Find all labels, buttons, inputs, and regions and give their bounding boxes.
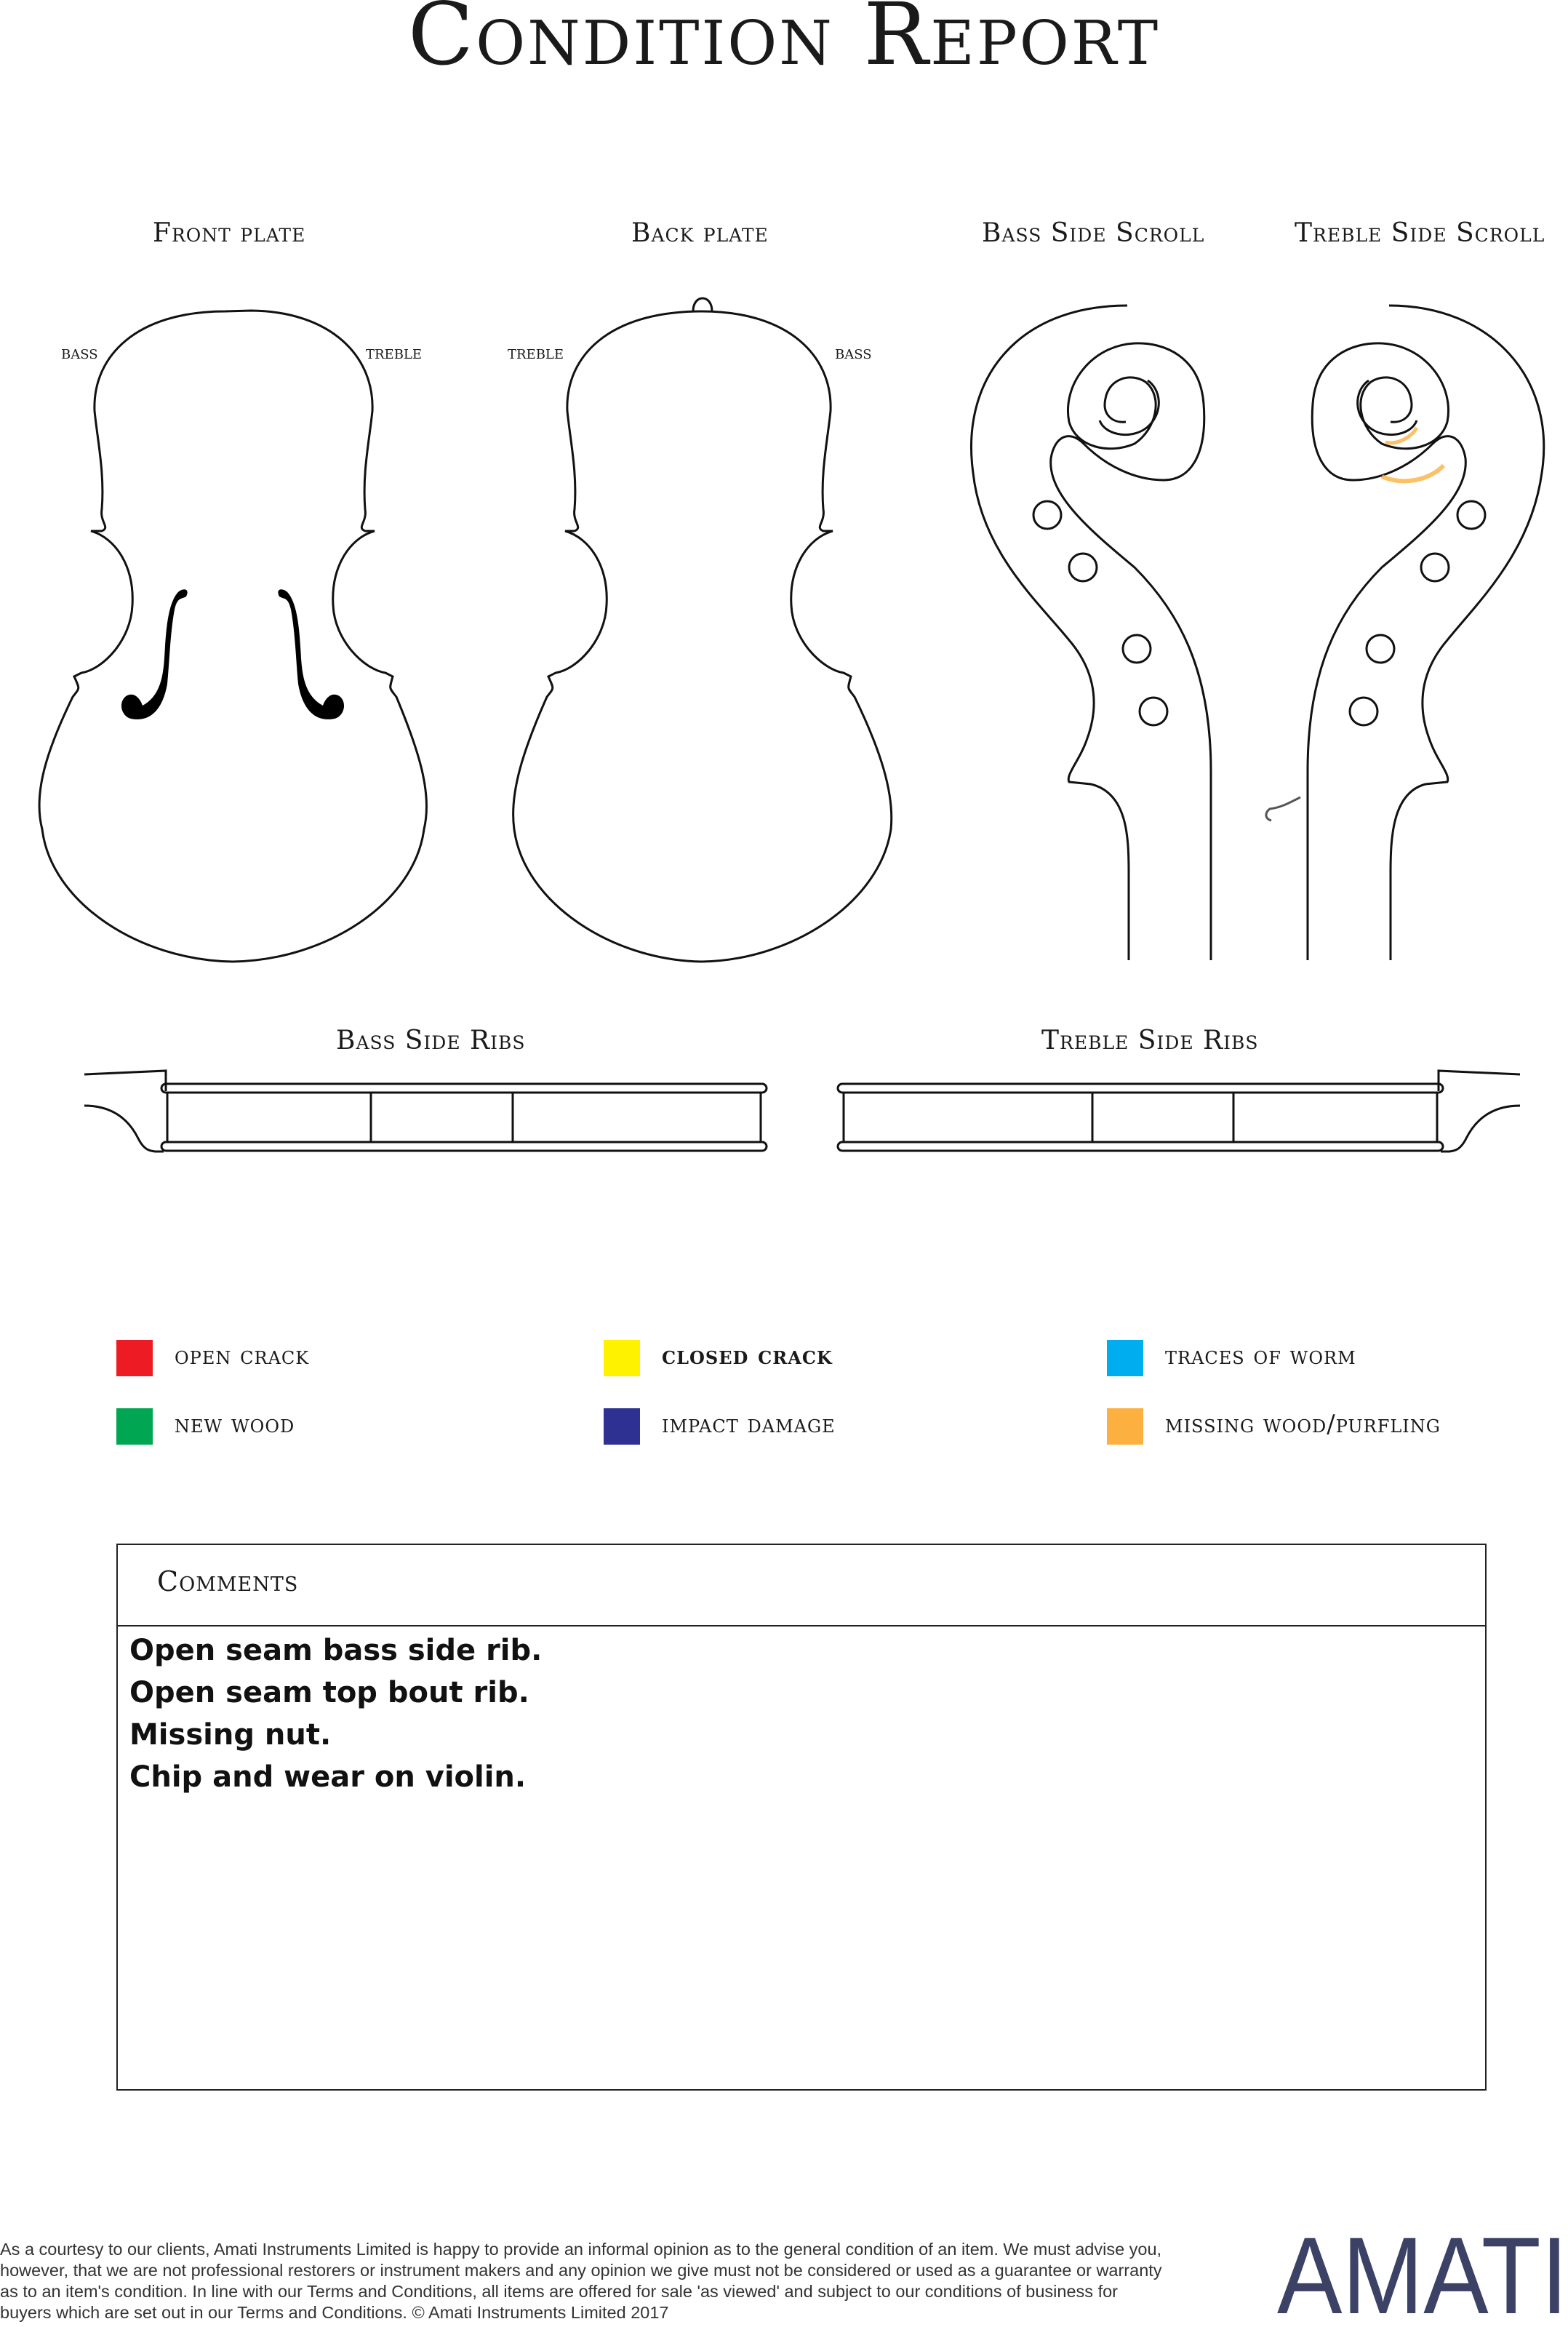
amati-logo <box>1277 2226 1568 2320</box>
front-plate-label: Front plate <box>153 218 306 248</box>
back-bass-label: bass <box>835 342 872 364</box>
comment-line: Chip and wear on violin. <box>129 1760 527 1794</box>
treble-ribs-neck <box>1439 1071 1520 1151</box>
legend-label: closed crack <box>662 1341 833 1370</box>
treble-side-scroll-label: Treble Side Scroll <box>1295 218 1545 248</box>
comment-line: Missing nut. <box>129 1718 332 1752</box>
back-plate-outline <box>513 311 892 962</box>
bass-ribs-top-strip <box>161 1084 767 1093</box>
page-title: Condition Report <box>407 0 1161 84</box>
legend-label: open crack <box>175 1341 310 1370</box>
f-holes <box>121 589 344 719</box>
legend-label: impact damage <box>662 1410 836 1439</box>
back-treble-label: treble <box>508 342 564 364</box>
legend-swatch <box>1107 1408 1143 1445</box>
back-plate-label: Back plate <box>631 218 769 248</box>
legend-label: new wood <box>175 1410 295 1439</box>
comments-body <box>129 1629 542 1798</box>
treble-ribs-top-strip <box>838 1084 1443 1093</box>
bass-ribs-body <box>167 1093 761 1142</box>
legend-swatch <box>604 1408 640 1445</box>
disclaimer: As a courtesy to our clients, Amati Instruments Limited is happy to provide an informal opinion as to the general condition of an item. We must advise you, however, that we are not professional restorers or instrument makers and any opinion we give must not be considered or used as a guarantee or warranty as to an item's condition. In line with our Terms and Conditions, all items are offered for sale 'as viewed' and subject to our conditions of business for buyers which are set out in our Terms and Conditions. © Amati Instruments Limited 2017 <box>0 2240 1162 2322</box>
damage-mark-missing-wood <box>1382 466 1444 481</box>
front-treble-label: treble <box>366 342 423 364</box>
legend-swatch <box>604 1340 640 1376</box>
bass-ribs-bottom-strip <box>161 1142 767 1151</box>
comments-heading: Comments <box>157 1565 299 1597</box>
damage-mark-chip <box>1266 797 1300 821</box>
front-plate-outline <box>39 311 427 962</box>
comment-line: Open seam bass side rib. <box>129 1634 543 1667</box>
bass-side-scroll-label: Bass Side Scroll <box>982 218 1205 248</box>
legend-label: traces of worm <box>1165 1341 1356 1370</box>
bass-scroll-back <box>1051 343 1211 960</box>
legend-swatch <box>116 1408 153 1445</box>
treble-ribs-bottom-strip <box>838 1142 1443 1151</box>
bass-ribs-neck <box>84 1071 166 1151</box>
legend-swatch <box>1107 1340 1143 1376</box>
comments-header <box>118 1545 1485 1626</box>
front-bass-label: bass <box>61 342 98 364</box>
amati-logo-text: AMATI <box>1277 2226 1568 2320</box>
bass-side-ribs-label: Bass Side Ribs <box>336 1026 526 1055</box>
comments-box <box>116 1544 1487 2091</box>
treble-side-ribs-label: Treble Side Ribs <box>1041 1026 1259 1055</box>
legend-label: missing wood/purfling <box>1165 1410 1441 1439</box>
treble-ribs-body <box>844 1093 1437 1142</box>
treble-scroll-back <box>1308 343 1465 960</box>
back-button <box>693 298 712 311</box>
comment-line: Open seam top bout rib. <box>129 1676 529 1709</box>
legend-swatch <box>116 1340 153 1376</box>
